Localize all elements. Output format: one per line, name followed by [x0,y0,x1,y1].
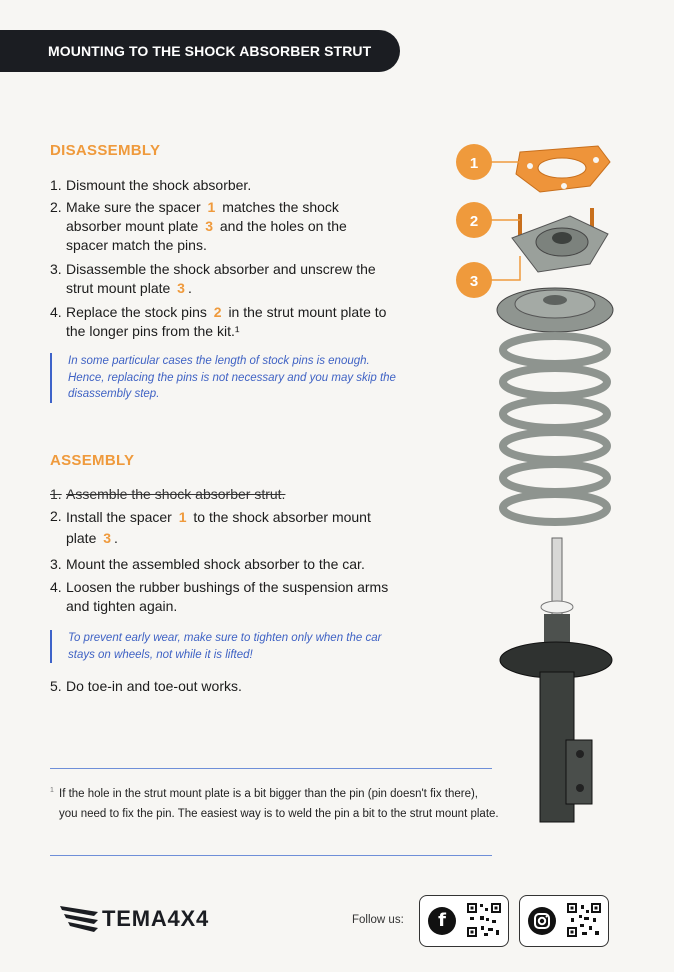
badge-2-label: 2 [469,213,479,230]
disassembly-note: In some particular cases the length of stock pins is enough. Hence, replacing the pins is not necessary and you may skip the disassembly step. [50,353,398,403]
coil-spring [503,336,607,522]
step-text [66,303,390,341]
part-reference: 1 [178,509,187,525]
step-number: 2. [50,199,62,215]
step-text-part: Replace the stock pins [66,304,207,320]
shock-body [500,614,612,822]
step-text-part: Disassemble the shock absorber and unscrew the strut mount plate [66,261,376,296]
footnote-divider-bottom [50,855,492,856]
step-number: 3. [50,261,62,277]
step-text-part: Install the spacer [66,509,172,525]
footnote-text: If the hole in the strut mount plate is a bit bigger than the pin (pin doesn't fix there), you need to fix the pin. The easiest way is to weld the pin a bit to the strut mount plate. [59,788,499,820]
step-text-part: . [187,280,192,296]
brand-name: TEMA4X4 [102,906,210,931]
step-number: 1. [50,177,62,193]
follow-us-label: Follow us: [352,914,404,926]
facebook-qr-code [466,902,502,938]
step-number: 1. [50,486,62,502]
facebook-link[interactable] [419,895,509,947]
badge-3 [456,256,520,298]
step-text-part: . [114,530,118,546]
part-reference: 1 [207,199,216,215]
step-text [66,677,390,696]
step-number: 5. [50,678,62,694]
badge-1-label: 1 [469,155,479,172]
instagram-icon [528,907,556,935]
footnote-divider-top [50,768,492,769]
step-text [66,260,390,298]
step-text-part: Loosen the rubber bushings of the suspension arms and tighten again. [66,579,389,614]
instagram-glyph [528,907,556,935]
step-text-part: matches the shock absorber mount plate [66,199,339,234]
step-text [66,578,390,616]
step-text-part: Mount the assembled shock absorber to the car. [66,556,365,572]
step-text-part: to the shock absorber mount plate [66,509,371,546]
step-text [66,485,390,504]
step-text-part: Assemble the shock absorber strut. [66,486,286,502]
step-text-part: Dismount the shock absorber. [66,177,252,193]
brand-wing-icon [58,900,102,940]
facebook-icon: f [428,907,456,935]
instagram-qr-code [566,902,602,938]
step-text-part: and the holes on the spacer match the pins. [66,218,347,253]
badge-3-label: 3 [469,273,479,290]
step-text-part: in the strut mount plate to the longer pins from the kit.¹ [66,304,387,339]
step-text [66,507,390,549]
assembly-note: To prevent early wear, make sure to tighten only when the car stays on wheels, not while it is lifted! [50,630,398,663]
badge-1 [456,144,520,180]
assembly-title: ASSEMBLY [50,452,135,469]
spacer-part [516,146,610,192]
disassembly-title: DISASSEMBLY [50,142,161,159]
step-number: 4. [50,579,62,595]
step-number: 4. [50,304,62,320]
instagram-link[interactable] [519,895,609,947]
step-number: 2. [50,508,62,524]
step-number: 3. [50,556,62,572]
badge-2 [456,202,520,238]
strut-illustration [440,120,674,840]
bump-stop [541,601,573,613]
mount-plate-part [512,208,608,272]
footnote-mark: 1 [50,787,54,794]
step-text [66,176,390,195]
step-text [66,198,390,255]
page-title: MOUNTING TO THE SHOCK ABSORBER STRUT [48,43,372,59]
brand-logo [58,900,228,940]
step-text-part: Do toe-in and toe-out works. [66,678,242,694]
part-reference: 3 [205,218,213,234]
spring-seat [497,288,613,332]
part-reference: 3 [177,280,185,296]
step-text-part: Make sure the spacer [66,199,201,215]
step-text [66,555,390,574]
part-reference: 3 [103,530,112,546]
part-reference: 2 [213,304,222,320]
header-bar [0,30,400,72]
